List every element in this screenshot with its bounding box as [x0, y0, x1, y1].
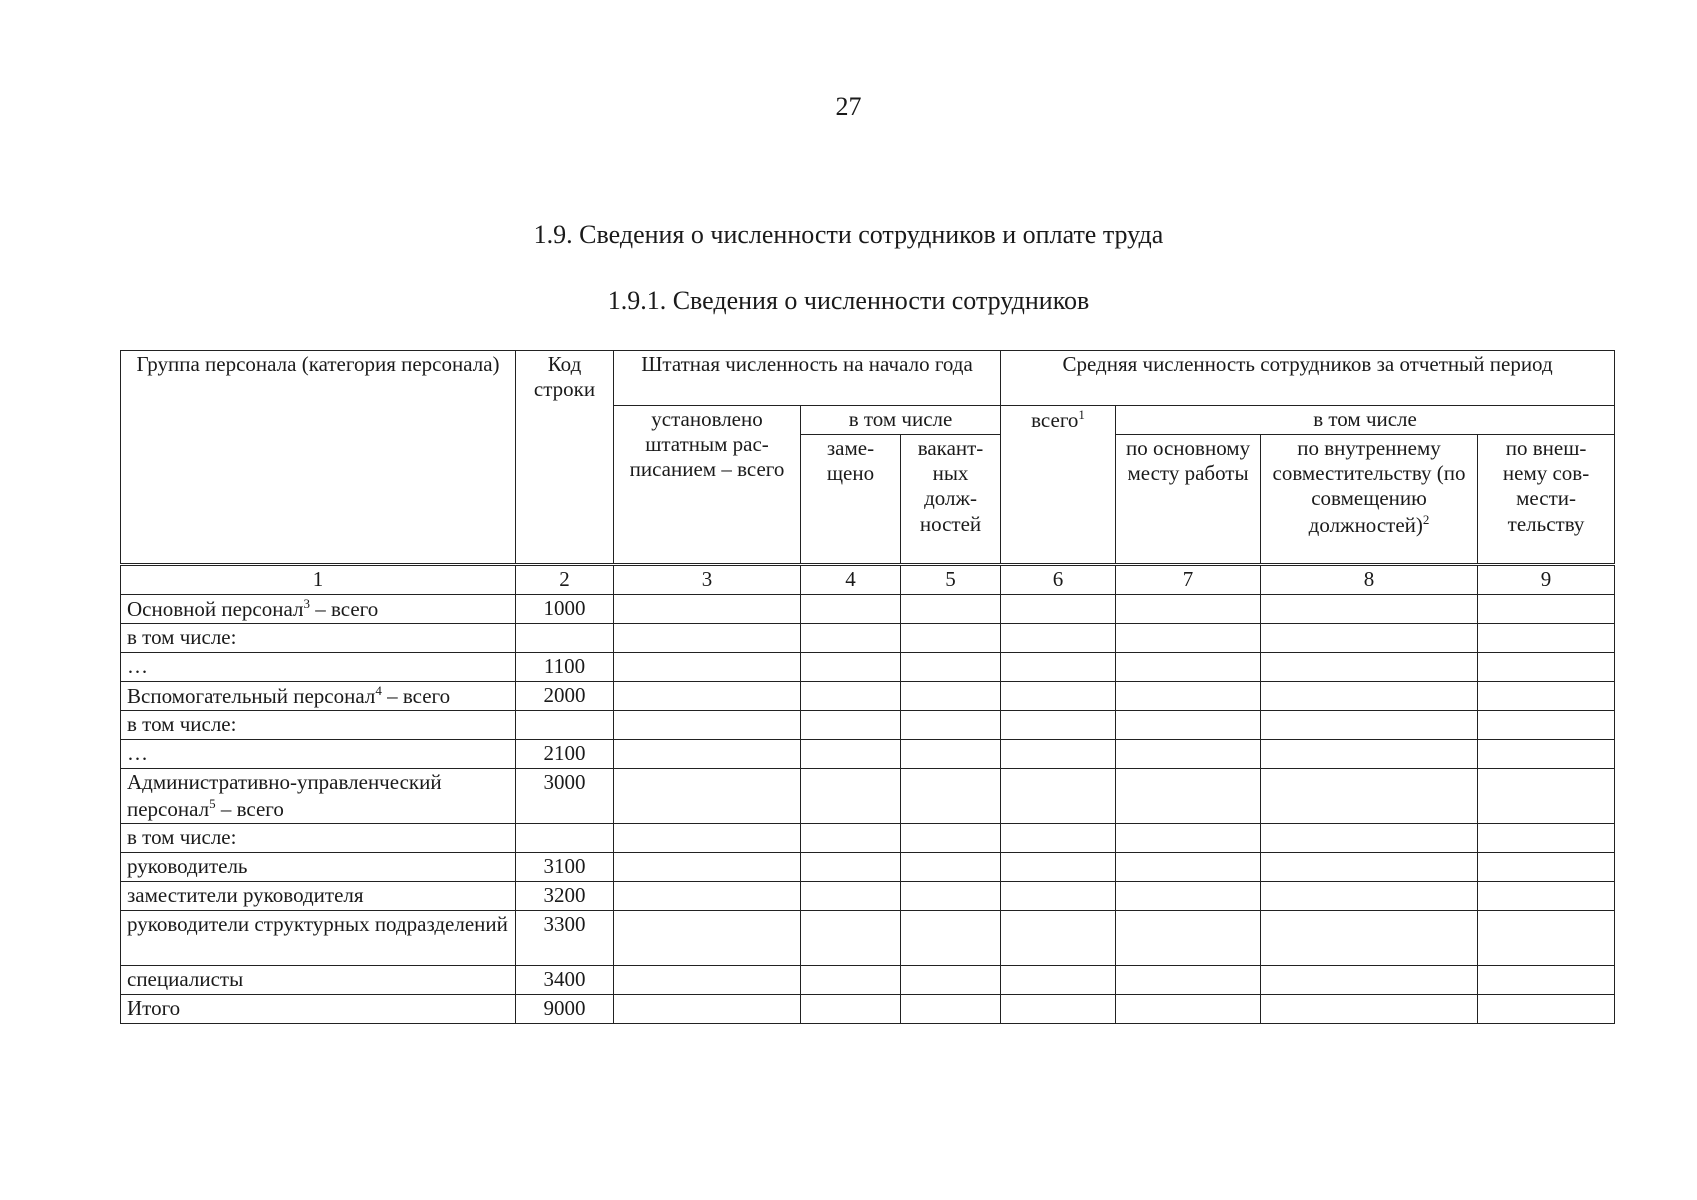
section-title: 1.9. Сведения о численности сотрудников и оплате труда [533, 220, 1164, 249]
row-label [121, 682, 516, 711]
data-cell [614, 595, 801, 624]
row-label-text: в том числе: [127, 625, 237, 650]
row-code: 2100 [516, 740, 614, 769]
data-cell [901, 682, 1001, 711]
data-cell [1478, 653, 1615, 682]
table-body [121, 565, 1615, 1024]
row-code: 3200 [516, 882, 614, 911]
data-cell [801, 853, 901, 882]
table-row [121, 995, 1615, 1024]
row-code: 3300 [516, 911, 614, 966]
data-cell [1001, 911, 1116, 966]
data-cell [1116, 653, 1261, 682]
column-number: 2 [516, 565, 614, 595]
data-cell [1261, 995, 1478, 1024]
data-cell [1261, 824, 1478, 853]
row-code: 3400 [516, 966, 614, 995]
row-label [121, 711, 516, 740]
data-cell [1478, 595, 1615, 624]
data-cell [614, 995, 801, 1024]
header-group: Группа персонала (категория персонала) [121, 351, 516, 565]
data-cell [1478, 824, 1615, 853]
row-label-text: специалисты [127, 967, 244, 992]
row-label [121, 624, 516, 653]
data-cell [801, 653, 901, 682]
data-cell [801, 682, 901, 711]
column-number-row [121, 565, 1615, 595]
data-cell [1261, 911, 1478, 966]
data-cell [801, 824, 901, 853]
data-cell [801, 882, 901, 911]
row-label-text: Вспомогательный персонал [127, 684, 376, 709]
footnote-ref: 4 [375, 683, 382, 699]
data-cell [901, 911, 1001, 966]
header-main-place: по основному месту работы [1116, 435, 1261, 565]
row-label-suffix: – всего [309, 597, 379, 621]
table-row [121, 595, 1615, 624]
data-cell [1116, 682, 1261, 711]
table-row [121, 740, 1615, 769]
row-code: 1000 [516, 595, 614, 624]
data-cell [1116, 995, 1261, 1024]
data-cell [614, 853, 801, 882]
table-row [121, 624, 1615, 653]
data-cell [614, 682, 801, 711]
data-cell [1001, 966, 1116, 995]
data-cell [1261, 882, 1478, 911]
data-cell [1116, 853, 1261, 882]
table-row [121, 769, 1615, 824]
header-vacant: вакант-ных долж-ностей [901, 435, 1001, 565]
row-label-suffix: – всего [215, 796, 284, 821]
row-label [121, 911, 516, 966]
row-code: 3100 [516, 853, 614, 882]
row-label-text: руководитель [127, 854, 248, 879]
row-code: 1100 [516, 653, 614, 682]
page-number: 27 [835, 92, 862, 121]
row-label-text: … [127, 654, 148, 679]
data-cell [801, 740, 901, 769]
data-cell [1261, 682, 1478, 711]
row-label-text: заместители руководителя [127, 883, 364, 908]
data-cell [1001, 711, 1116, 740]
table-row [121, 966, 1615, 995]
table-row [121, 682, 1615, 711]
data-cell [1116, 595, 1261, 624]
row-label [121, 824, 516, 853]
column-number: 4 [801, 565, 901, 595]
row-label [121, 882, 516, 911]
header-average-count: Средняя численность сотрудников за отчетный период [1001, 351, 1615, 406]
data-cell [901, 595, 1001, 624]
footnote-ref: 3 [303, 596, 310, 611]
data-cell [901, 882, 1001, 911]
header-external: по внеш-нему сов-мести-тельству [1478, 435, 1615, 565]
row-code [516, 624, 614, 653]
header-code: Код строки [516, 351, 614, 565]
data-cell [1116, 824, 1261, 853]
header-internal-label: по внутреннему совместительству (по совмещению должностей) [1272, 436, 1466, 537]
row-label [121, 966, 516, 995]
row-code [516, 711, 614, 740]
row-label-text: … [127, 741, 148, 766]
data-cell [801, 711, 901, 740]
row-label [121, 653, 516, 682]
row-label [121, 740, 516, 769]
row-label-suffix: – всего [381, 684, 451, 709]
data-cell [1116, 882, 1261, 911]
header-in-that-number: в том числе [801, 406, 1001, 435]
header-established: установлено штатным рас-писанием – всего [614, 406, 801, 565]
data-cell [614, 624, 801, 653]
data-cell [1116, 769, 1261, 824]
data-cell [901, 853, 1001, 882]
data-cell [901, 740, 1001, 769]
column-number: 6 [1001, 565, 1116, 595]
row-code: 9000 [516, 995, 614, 1024]
header-staff-count: Штатная численность на начало года [614, 351, 1001, 406]
row-label-text: Основной персонал [127, 597, 304, 621]
data-cell [1116, 911, 1261, 966]
staff-count-table [120, 350, 1615, 1024]
row-label [121, 995, 516, 1024]
data-cell [1001, 853, 1116, 882]
table-row [121, 824, 1615, 853]
column-number: 8 [1261, 565, 1478, 595]
row-label [121, 595, 516, 624]
row-label-text: в том числе: [127, 712, 237, 737]
header-filled: заме-щено [801, 435, 901, 565]
data-cell [1261, 595, 1478, 624]
data-cell [1261, 624, 1478, 653]
data-cell [1116, 740, 1261, 769]
footnote-2: 2 [1422, 511, 1430, 527]
row-code: 2000 [516, 682, 614, 711]
footnote-1: 1 [1078, 407, 1085, 422]
data-cell [1001, 653, 1116, 682]
data-cell [901, 624, 1001, 653]
row-label-text: руководители структурных подразделений [127, 912, 508, 937]
column-number: 5 [901, 565, 1001, 595]
subsection-title: 1.9.1. Сведения о численности сотрудников [607, 286, 1090, 315]
data-cell [1478, 711, 1615, 740]
data-cell [1478, 740, 1615, 769]
row-label-text: в том числе: [127, 825, 237, 850]
data-cell [901, 995, 1001, 1024]
data-cell [801, 595, 901, 624]
data-cell [901, 966, 1001, 995]
data-cell [1478, 911, 1615, 966]
data-cell [614, 966, 801, 995]
data-cell [1478, 682, 1615, 711]
data-cell [614, 711, 801, 740]
data-cell [614, 653, 801, 682]
data-cell [801, 624, 901, 653]
column-number: 3 [614, 565, 801, 595]
data-cell [801, 966, 901, 995]
data-cell [614, 824, 801, 853]
column-number: 1 [121, 565, 516, 595]
data-cell [1478, 882, 1615, 911]
data-cell [1116, 966, 1261, 995]
row-label [121, 853, 516, 882]
data-cell [1478, 966, 1615, 995]
header-internal [1261, 435, 1478, 565]
data-cell [1261, 966, 1478, 995]
data-cell [1261, 711, 1478, 740]
data-cell [801, 911, 901, 966]
table-row [121, 853, 1615, 882]
data-cell [614, 769, 801, 824]
row-label-text: Административно-управленческий персонал [127, 770, 442, 821]
data-cell [901, 824, 1001, 853]
footnote-ref: 5 [209, 795, 216, 811]
data-cell [1001, 882, 1116, 911]
data-cell [1261, 653, 1478, 682]
data-cell [1001, 769, 1116, 824]
column-number: 7 [1116, 565, 1261, 595]
data-cell [1001, 624, 1116, 653]
data-cell [1001, 595, 1116, 624]
data-cell [1478, 624, 1615, 653]
data-cell [614, 740, 801, 769]
data-cell [1478, 853, 1615, 882]
table-row [121, 711, 1615, 740]
data-cell [1116, 711, 1261, 740]
column-number: 9 [1478, 565, 1615, 595]
data-cell [901, 653, 1001, 682]
header-total-label: всего [1031, 408, 1079, 432]
data-cell [614, 882, 801, 911]
data-cell [1001, 995, 1116, 1024]
data-cell [614, 911, 801, 966]
header-total [1001, 406, 1116, 565]
row-label-text: Итого [127, 996, 181, 1021]
data-cell [1261, 740, 1478, 769]
data-cell [801, 995, 901, 1024]
data-cell [1001, 824, 1116, 853]
data-cell [801, 769, 901, 824]
data-cell [901, 711, 1001, 740]
row-code: 3000 [516, 769, 614, 824]
data-cell [1261, 853, 1478, 882]
data-cell [1478, 769, 1615, 824]
table-row [121, 882, 1615, 911]
table-row [121, 653, 1615, 682]
header-in-that-number-2: в том числе [1116, 406, 1615, 435]
data-cell [1261, 769, 1478, 824]
row-label [121, 769, 516, 824]
data-cell [1001, 740, 1116, 769]
table-row [121, 911, 1615, 966]
data-cell [1116, 624, 1261, 653]
data-cell [901, 769, 1001, 824]
data-cell [1001, 682, 1116, 711]
data-cell [1478, 995, 1615, 1024]
row-code [516, 824, 614, 853]
